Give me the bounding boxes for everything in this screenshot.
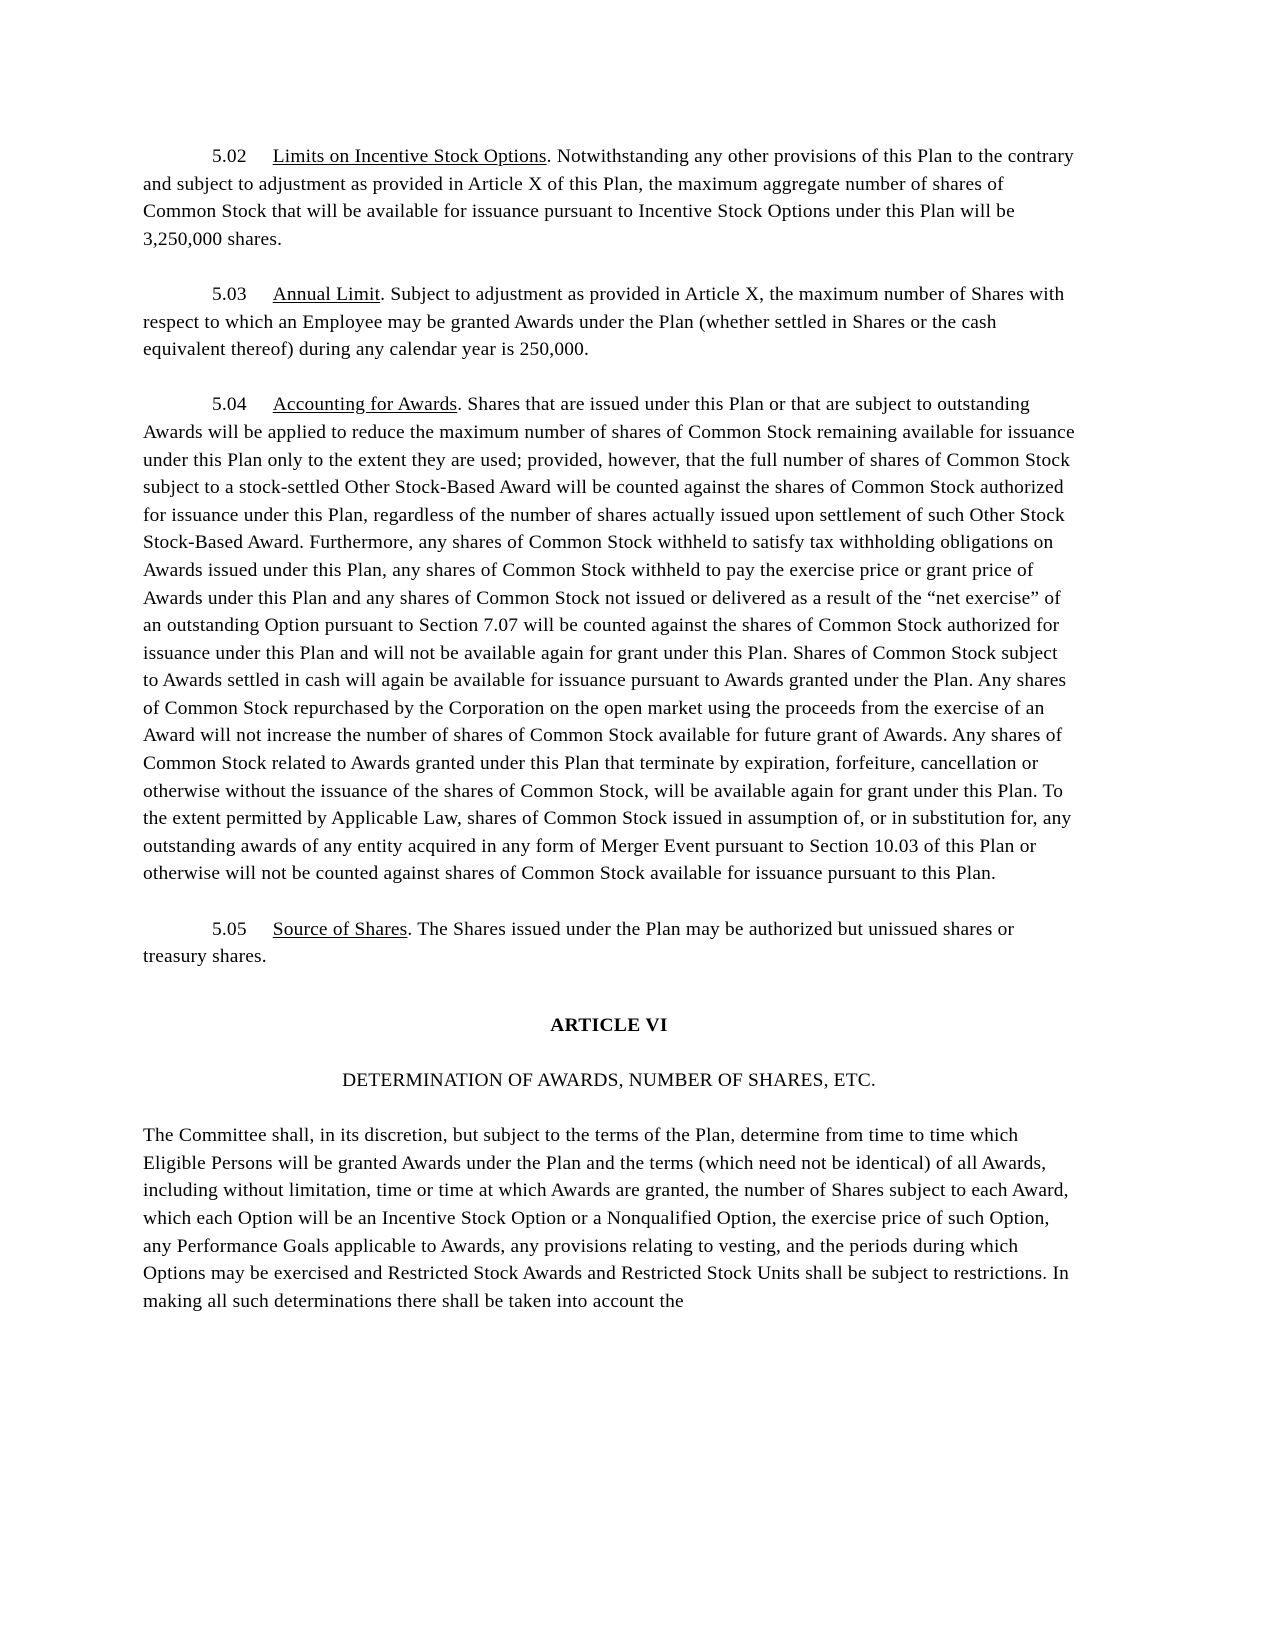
spacer [143,1039,1075,1067]
section-title: Source of Shares [272,918,408,940]
section-title: Annual Limit [272,283,381,305]
section-5-03 [143,281,1075,364]
article-paragraph: The Committee shall, in its discretion, but subject to the terms of the Plan, determine from time to time which Eligible Persons will be granted Awards under the Plan and the terms (which need not be identical) of all Awards, including without limitation, time or time at which Awards are granted, the number of Shares subject to each Award, which each Option will be an Incentive Stock Option or a Nonqualified Option, the exercise price of such Option, any Performance Goals applicable to Awards, any provisions relating to vesting, and the periods during which Options may be exercised and Restricted Stock Awards and Restricted Stock Units shall be subject to restrictions. In making all such determinations there shall be taken into account the [143,1125,1069,1312]
section-number: 5.02 [212,146,247,167]
section-number: 5.05 [212,918,247,940]
article-heading: ARTICLE VI [550,1014,668,1036]
spacer [143,1095,1075,1123]
section-number: 5.04 [212,394,247,416]
section-title: Limits on Incentive Stock Options [272,146,547,167]
article-subheading: DETERMINATION OF AWARDS, NUMBER OF SHARES, ETC. [342,1070,876,1091]
section-5-04 [143,391,1075,888]
section-text: . Subject to adjustment as provided in Article X, the maximum number of Shares with respect to which an Employee may be granted Awards under the Plan (whether settled in Shares or the cash equivalent thereof) during any calendar year is 250,000. [143,283,1065,361]
section-5-02 [143,143,1075,253]
section-5-05 [143,916,1075,971]
section-text: . The Shares issued under the Plan may be authorized but unissued shares or treasury shares. [143,918,1015,968]
document-body [143,143,1075,1315]
section-text: . Notwithstanding any other provisions of this Plan to the contrary and subject to adjustment as provided in Article X of this Plan, the maximum aggregate number of shares of Common Stock that will be available for issuance pursuant to Incentive Stock Options under this Plan will be 3,250,000 shares. [143,146,1074,250]
section-title: Accounting for Awards [272,394,458,416]
section-text: . Shares that are issued under this Plan or that are subject to outstanding Awards will be applied to reduce the maximum number of shares of Common Stock remaining available for issuance under this Plan only to the extent they are used; provided, however, that the full number of shares of Common Stock subject to a stock-settled Other Stock-Based Award will be counted against the shares of Common Stock authorized for issuance under this Plan, regardless of the number of shares actually issued upon settlement of such Other Stock Stock-Based Award. Furthermore, any shares of Common Stock withheld to satisfy tax withholding obligations on Awards issued under this Plan, any shares of Common Stock withheld to pay the exercise price or grant price of Awards under this Plan and any shares of Common Stock not issued or delivered as a result of the “net exercise” of an outstanding Option pursuant to Section 7.07 will be counted against the shares of Common Stock authorized for issuance under this Plan and will not be available again for grant under this Plan. Shares of Common Stock subject to Awards settled in cash will again be available for issuance pursuant to Awards granted under the Plan. Any shares of Common Stock repurchased by the Corporation on the open market using the proceeds from the exercise of an Award will not increase the number of shares of Common Stock available for future grant of Awards. Any shares of Common Stock related to Awards granted under this Plan that terminate by expiration, forfeiture, cancellation or otherwise without the issuance of the shares of Common Stock, will be available again for grant under this Plan. To the extent permitted by Applicable Law, shares of Common Stock issued in assumption of, or in substitution for, any outstanding awards of any entity acquired in any form of Merger Event pursuant to Section 10.03 of this Plan or otherwise will not be counted against shares of Common Stock available for issuance pursuant to this Plan. [143,394,1075,885]
section-number: 5.03 [212,283,247,305]
spacer [143,971,1075,1012]
